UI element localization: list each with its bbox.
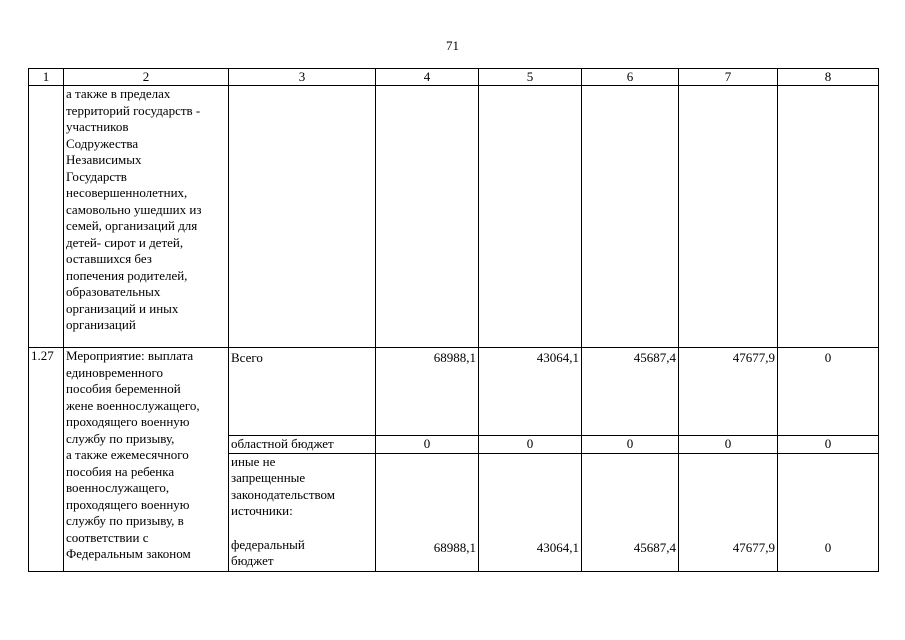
header-cell: 3	[229, 69, 376, 86]
value-cell: 0	[479, 436, 582, 454]
empty-cell	[778, 86, 879, 348]
source-total: Всего	[229, 348, 376, 436]
value-cell: 0	[582, 436, 679, 454]
value-cell	[582, 453, 679, 571]
header-cell: 8	[778, 69, 879, 86]
source-regional: областной бюджет	[229, 436, 376, 454]
source-other	[229, 453, 376, 571]
value-text: 0	[824, 539, 832, 555]
source-other-label: иные не запрещенные законодательством источники:	[231, 453, 336, 518]
value-text: 68988,1	[433, 539, 476, 555]
item-description: Мероприятие: выплата единовременного пособия беременной жене военнослужащего, проходящего военную службу по призыву, а также ежемесячного пособия на ребенка военнослужащего, проходящего военную службу по призыву, в соответствии с Федеральным законом	[64, 348, 229, 572]
header-cell: 2	[64, 69, 229, 86]
header-cell: 1	[29, 69, 64, 86]
value-cell: 0	[778, 348, 879, 436]
item-row-total	[29, 348, 879, 436]
value-cell: 45687,4	[582, 348, 679, 436]
value-cell: 43064,1	[479, 348, 582, 436]
source-federal-label: федеральный бюджет	[231, 536, 305, 568]
header-row	[29, 69, 879, 86]
header-cell: 6	[582, 69, 679, 86]
header-cell: 4	[376, 69, 479, 86]
empty-cell	[582, 86, 679, 348]
empty-cell	[479, 86, 582, 348]
value-text: 43064,1	[536, 539, 579, 555]
continuation-row	[29, 86, 879, 348]
value-cell: 68988,1	[376, 348, 479, 436]
empty-cell	[679, 86, 778, 348]
value-text: 45687,4	[633, 539, 676, 555]
value-cell	[376, 453, 479, 571]
header-cell: 7	[679, 69, 778, 86]
page-number: 71	[446, 38, 459, 53]
empty-cell	[376, 86, 479, 348]
value-cell: 0	[376, 436, 479, 454]
value-cell: 47677,9	[679, 348, 778, 436]
value-cell	[778, 453, 879, 571]
value-cell: 0	[778, 436, 879, 454]
budget-table	[28, 68, 879, 572]
header-cell: 5	[479, 69, 582, 86]
value-cell: 0	[679, 436, 778, 454]
value-cell	[679, 453, 778, 571]
row-number-cell	[29, 86, 64, 348]
item-number: 1.27	[29, 348, 64, 572]
value-cell	[479, 453, 582, 571]
value-text: 47677,9	[732, 539, 775, 555]
continuation-description: а также в пределах территорий государств - участников Содружества Независимых Государств несовершеннолетних, самовольно ушедших из семей, организаций для детей- сирот и детей, оставшихся без попечения родителей, образовательных организаций и иных организаций	[64, 86, 229, 348]
empty-cell	[229, 86, 376, 348]
